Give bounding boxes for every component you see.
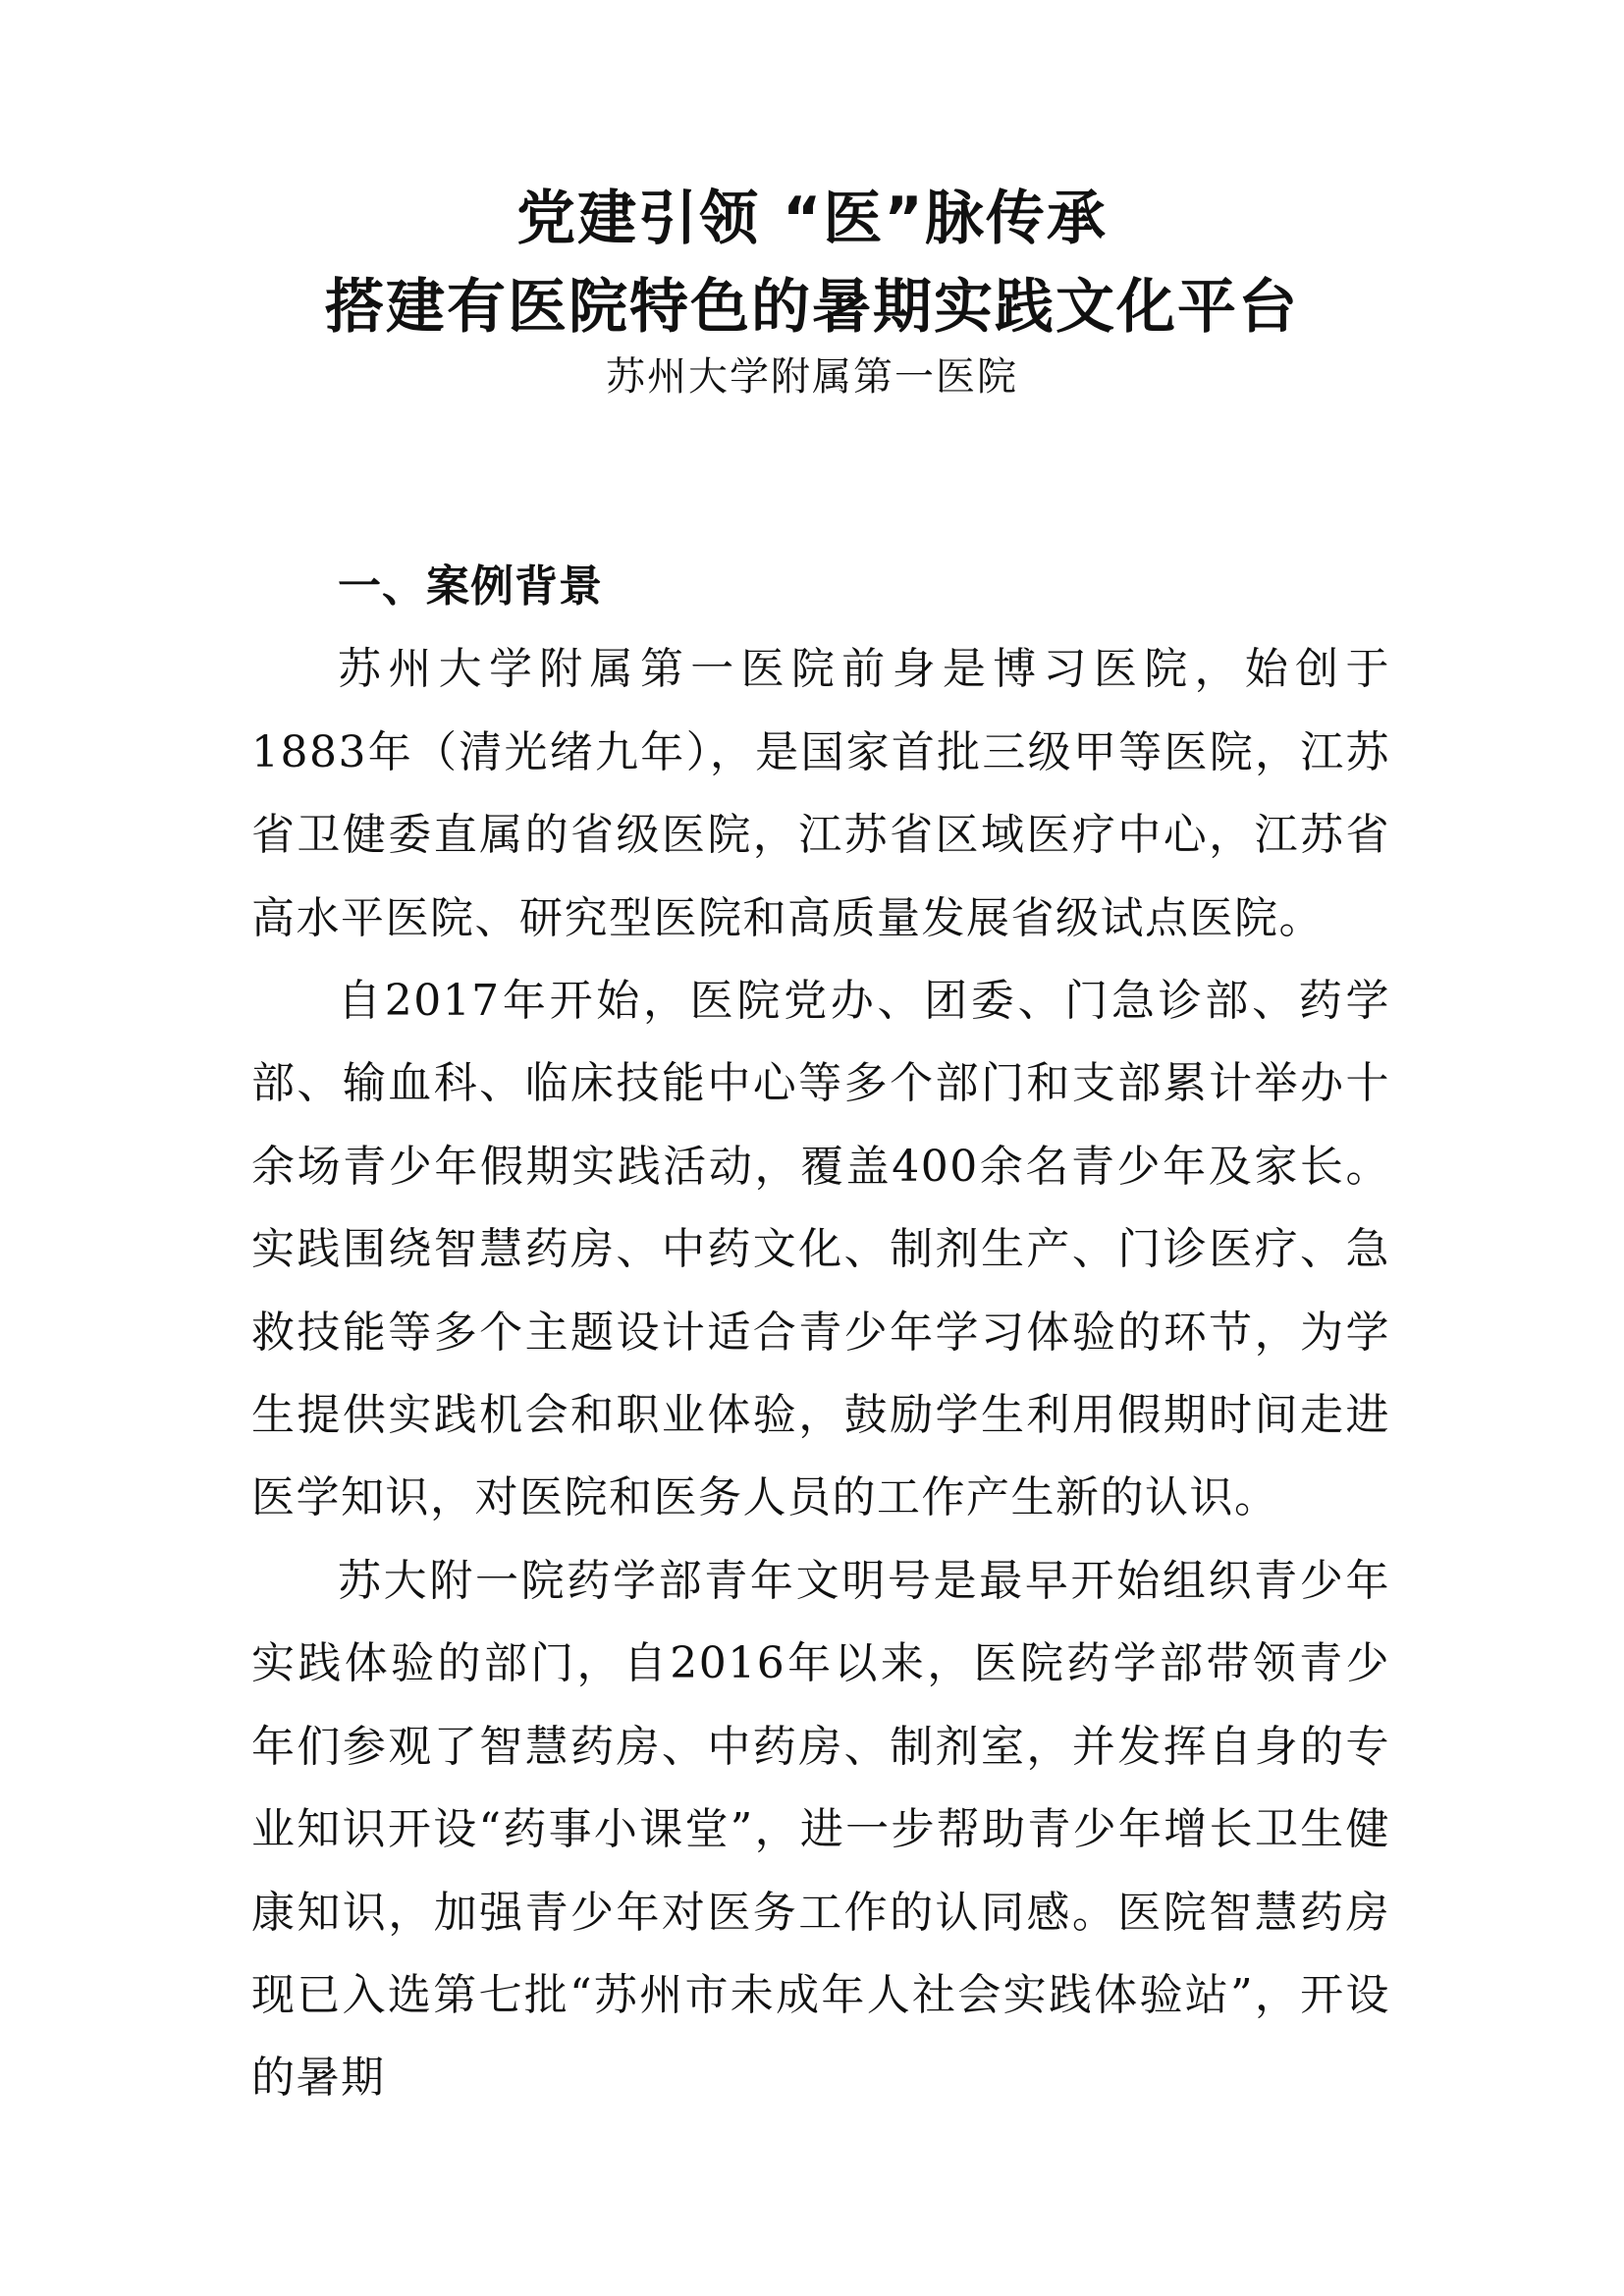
- page-title-line-1: 党建引领 “医”脉传承: [516, 185, 1108, 253]
- paragraph-2: 自2017年开始，医院党办、团委、门急诊部、药学部、输血科、临床技能中心等多个部门和支部累计举办十余场青少年假期实践活动，覆盖400余名青少年及家长。实践围绕智慧药房、中药文化、制剂生产、门诊医疗、急救技能等多个主题设计适合青少年学习体验的环节，为学生提供实践机会和职业体验，鼓励学生利用假期时间走进医学知识，对医院和医务人员的工作产生新的认识。: [251, 976, 1390, 1523]
- body-text: [251, 546, 1390, 2120]
- section-heading: 一、案例背景: [338, 561, 603, 612]
- author-affiliation: 苏州大学附属第一医院: [606, 354, 1018, 400]
- paragraph-3: 苏大附一院药学部青年文明号是最早开始组织青少年实践体验的部门，自2016年以来，医院药学部带领青少年们参观了智慧药房、中药房、制剂室，并发挥自身的专业知识开设“药事小课堂”，进一步帮助青少年增长卫生健康知识，加强青少年对医务工作的认同感。医院智慧药房现已入选第七批“苏州市未成年人社会实践体验站”，开设的暑期: [251, 1555, 1390, 2104]
- title-block: [0, 175, 1624, 406]
- paragraph-1: 苏州大学附属第一医院前身是博习医院，始创于1883年（清光绪九年），是国家首批三级甲等医院，江苏省卫健委直属的省级医院，江苏省区域医疗中心，江苏省高水平医院、研究型医院和高质量发展省级试点医院。: [251, 644, 1390, 943]
- page-title-line-2: 搭建有医院特色的暑期实践文化平台: [325, 273, 1299, 342]
